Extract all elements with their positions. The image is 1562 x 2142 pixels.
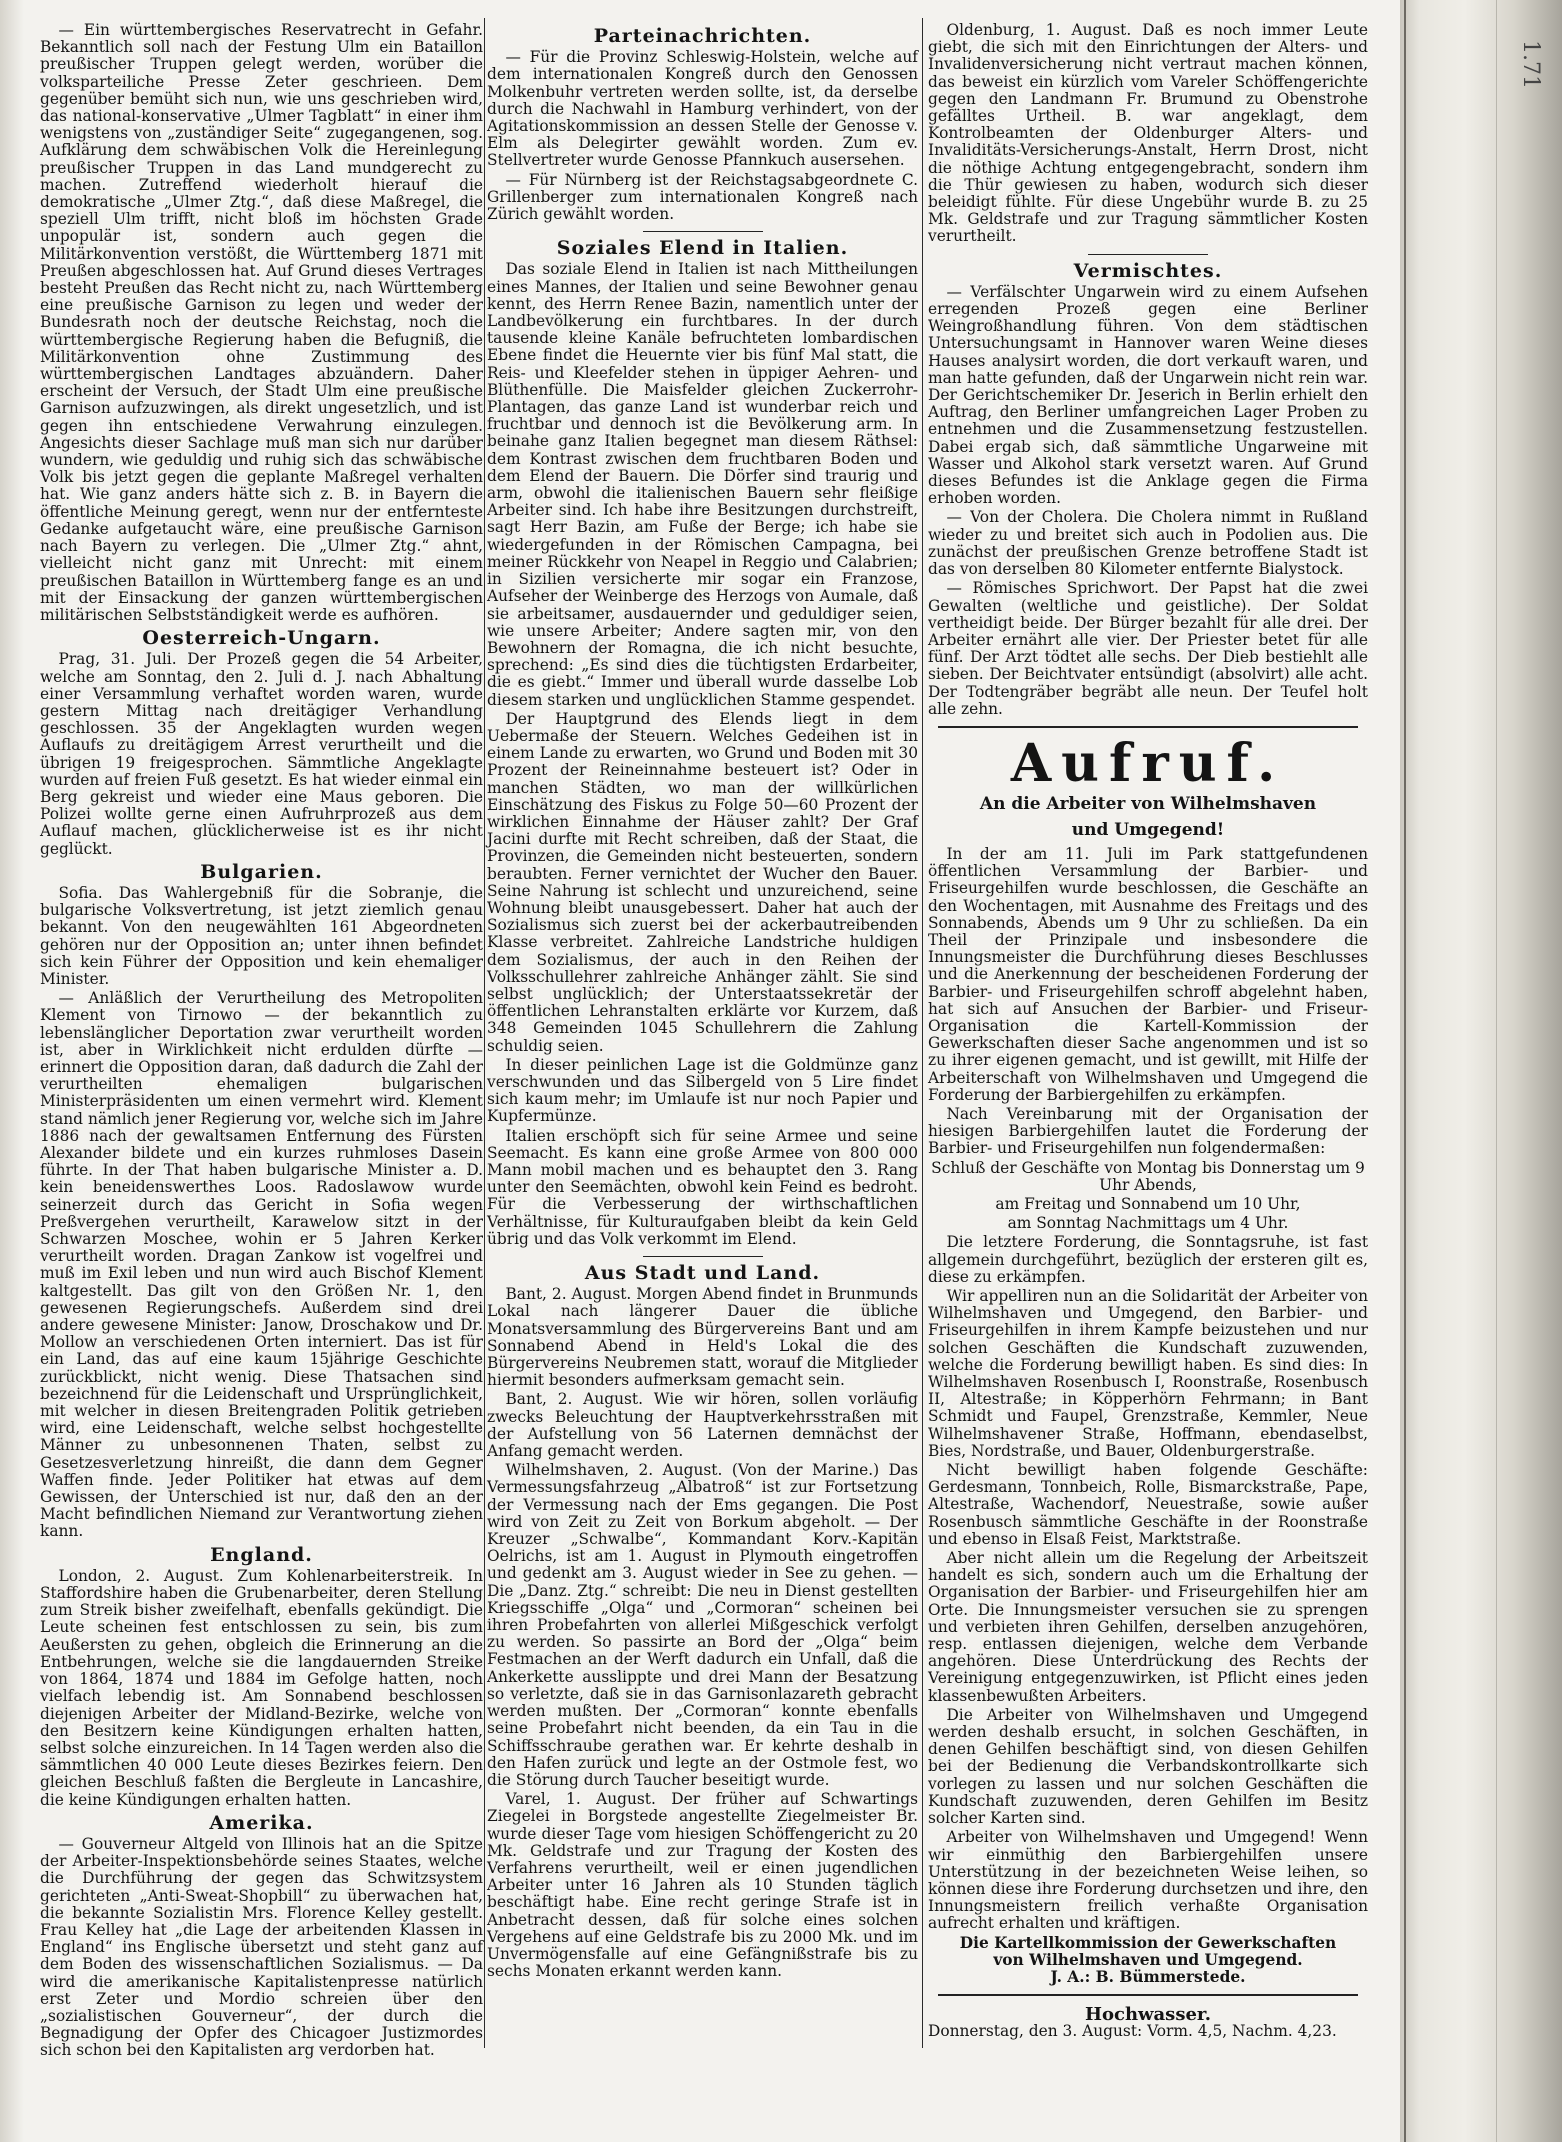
signature-line-3: J. A.: B. Bümmerstede. bbox=[1050, 1967, 1246, 1986]
column-rule-2 bbox=[922, 18, 923, 2048]
aufruf-para-3: Die letztere Forderung, die Sonntagsruhe, ist fast allgemein durchgeführt, bezüglich der ersteren gilt es, diese zu erkämpfen. bbox=[928, 1233, 1368, 1286]
separator-thick bbox=[938, 1994, 1358, 1996]
article-klement: — Anläßlich der Verurtheilung des Metropoliten Klement von Tirnowo — der bekanntlich zu lebenslänglicher Deportation zwar verurtheilt worden ist, aber in Wirklichkeit nicht erdulden dürfte — erinnert die Opposition daran, daß dadurch die Zahl der verurtheilten ehemaligen bulgarischen Ministerpräsidenten um einen vermehrt wird. Klement stand nämlich jener Regierung vor, welche sich im Jahre 1886 nach der gewaltsamen Entfernung des Fürsten Alexander bildete und ein kurzes ruhmloses Dasein führte. In der That haben bulgarische Minister a. D. kein beneidenswerthes Loos. Radoslawow wurde seinerzeit durch das Gericht in Sofia wegen Preßvergehen verurtheilt, Karawelow sitzt in der Schwarzen Moschee, wohin er 5 Jahren Kerker verurtheilt worden. Dragan Zankow ist vogelfrei und muß im Exil leben und nun wird auch Bischof Klement kaltgestellt. Das gilt von den Größen Nr. 1, den gewesenen Regierungschefs. Außerdem sind drei andere gewesene Minister: Janow, Droschakow und Dr. Mollow an verschiedenen Orten interniert. Das ist für ein Land, das auf eine kaum 15jährige Geschichte zurückblickt, nicht wenig. Diese Thatsachen sind bezeichnend für die Leidenschaft und Ursprünglichkeit, mit welcher in diesen Breitengraden Politik getrieben wird, eine Leidenschaft, welche selbst hochgestellte Männer zu unbesonnenen Thaten, selbst zu Gesetzesverletzung hinreißt, die dann dem Gegner Waffen finde. Jeder Politiker hat etwas auf dem Gewissen, der Unterschied ist nur, daß den an der Macht befindlichen Niemand zur Verantwortung ziehen kann. bbox=[40, 989, 483, 1541]
aufruf-hours-2: am Freitag und Sonnabend um 10 Uhr, bbox=[995, 1194, 1301, 1213]
signature-line-2: von Wilhelmshaven und Umgegend. bbox=[993, 1950, 1303, 1969]
separator-thick bbox=[938, 726, 1358, 728]
separator bbox=[1088, 254, 1208, 255]
heading-stadt-und-land: Aus Stadt und Land. bbox=[584, 1262, 821, 1285]
binding-crease bbox=[1496, 0, 1497, 2142]
aufruf-subtitle-1: An die Arbeiter von Wilhelmshaven bbox=[979, 793, 1317, 814]
separator bbox=[643, 231, 763, 232]
binding-edge bbox=[1404, 0, 1406, 2142]
aufruf-para-8: Arbeiter von Wilhelmshaven und Umgegend! Wenn wir einmüthig den Barbiergehilfen unsere Unterstützung in der bezeichneten Weise leihen, so können diese ihre Forderung durchsetzen und ihre, den Innungsmeistern freilich verhaßte Organisation aufrecht erhalten und kräftigen. bbox=[928, 1828, 1368, 1933]
article-bant-2: Bant, 2. August. Wie wir hören, sollen vorläufig zwecks Beleuchtung der Hauptverkehrsstraßen mit der Aufstellung von 56 Laternen demnächst der Anfang gemacht werden. bbox=[487, 1390, 918, 1461]
aufruf-title: Aufruf. bbox=[1010, 732, 1286, 794]
article-cholera: — Von der Cholera. Die Cholera nimmt in Rußland wieder zu und breitet sich auch in Podolien aus. Die zunächst der preußischen Grenze betroffene Stadt ist das von derselben 80 Kilometer entfernte Bialystock. bbox=[928, 508, 1368, 579]
hochwasser-times: Donnerstag, den 3. August: Vorm. 4,5, Nachm. 4,23. bbox=[928, 2022, 1337, 2041]
article-ungarwein: — Verfälschter Ungarwein wird zu einem Aufsehen erregenden Prozeß gegen eine Berliner Weingroßhandlung führen. Von dem städtischen Untersuchungsamt in Hannover waren Weine dieses Hauses analysirt worden, die dort verkauft waren, und man hatte gefunden, daß der Ungarwein nicht rein war. Der Gerichtschemiker Dr. Jeserich in Berlin erhielt den Auftrag, den Berliner umfangreichen Lager Proben zu entnehmen und die Zusammensetzung festzustellen. Dabei ergab sich, daß sämmtliche Ungarweine mit Wasser und Alkohol stark versetzt waren. Auf Grund dieses Befundes ist die Anklage gegen die Firma erhoben worden. bbox=[928, 282, 1368, 508]
aufruf-para-6: Aber nicht allein um die Regelung der Arbeitszeit handelt es sich, sondern auch um die Erhaltung der Organisation der Barbier- und Friseurgehilfen hier am Orte. Die Innungsmeister versuchen sie zu sprengen und verbieten ihren Gehilfen, derselben anzugehören, resp. entlassen diejenigen, welche dem Verbande angehören. Diese Unterdrückung des Rechts der Vereinigung entgegenzuwirken, ist Pflicht eines jeden klassenbewußten Arbeiters. bbox=[928, 1549, 1368, 1705]
article-bant-1: Bant, 2. August. Morgen Abend findet in Brunmunds Lokal nach längerer Dauer die übliche Monatsversammlung des Bürgervereins Bant und am Sonnabend Abend in Held's Lokal die des Bürgervereins Neubremen statt, worauf die Mitglieder hiermit besonders aufmerksam gemacht sein. bbox=[487, 1285, 918, 1390]
article-sprichwort: — Römisches Sprichwort. Der Papst hat die zwei Gewalten (weltliche und geistliche). Der Soldat vertheidigt beide. Der Bürger bezahlt für alle drei. Der Arbeiter ernährt alle vier. Der Priester betet für alle fünf. Der Arzt tödtet alle sechs. Der Dieb bestiehlt alle sieben. Der Beichtvater entsündigt (absolvirt) alle acht. Der Todtengräber begräbt alle neun. Der Teufel holt alle zehn. bbox=[928, 579, 1368, 718]
column-rule-1 bbox=[484, 18, 485, 2048]
article-italien-4: Italien erschöpft sich für seine Armee und seine Seemacht. Es kann eine große Armee von 800 000 Mann mobil machen und es behauptet den 3. Rang unter den Seemächten, obwohl kein Feind es bedroht. Für die Verbesserung der wirthschaftlichen Verhältnisse, für Kulturaufgaben bleibt da kein Geld übrig und das Volk verkommt im Elend. bbox=[487, 1126, 918, 1248]
article-italien-3: In dieser peinlichen Lage ist die Goldmünze ganz verschwunden und das Silbergeld von 5 Lire findet sich kaum mehr; im Umlaufe ist nur noch Papier und Kupfermünze. bbox=[487, 1055, 918, 1126]
column-2 bbox=[487, 22, 918, 1982]
article-oldenburg: Oldenburg, 1. August. Daß es noch immer Leute giebt, die sich mit den Einrichtungen der Alters- und Invalidenversicherung nicht vertraut machen können, das beweist ein kürzlich vom Vareler Schöffengerichte gegen den Landmann Fr. Brumund zu Obenstrohe gefälltes Urtheil. B. war angeklagt, dem Kontrolbeamten der Oldenburger Alters- und Invaliditäts-Versicherungs-Anstalt, Herrn Drost, nicht die nöthige Achtung entgegengebracht, sondern ihm die Thür gewiesen zu haben, wodurch sich dieser beleidigt fühlte. Für diese Ungebühr wurde B. zu 25 Mk. Geldstrafe und zur Tragung sämmtlicher Kosten verurtheilt. bbox=[928, 21, 1368, 246]
article-wilhelmshaven: Wilhelmshaven, 2. August. (Von der Marine.) Das Vermessungsfahrzeug „Albatroß“ ist zur Fortsetzung der Vermessung nach der Ems gegangen. Die Post wird von Zeit zu Zeit von Borkum abgeholt. — Der Kreuzer „Schwalbe“, Kommandant Korv.-Kapitän Oelrichs, ist am 1. August in Plymouth eingetroffen und gedenkt am 3. August wieder in See zu gehen. — Die „Danz. Ztg.“ schreibt: Die neu in Dienst gestellten Kriegsschiffe „Olga“ und „Cormoran“ scheinen bei ihren Probefahrten von allerlei Mißgeschick verfolgt zu werden. So passirte an Bord der „Olga“ beim Festmachen an der Werft dadurch ein Unfall, daß die Ankerkette ausslippte und drei Mann der Besatzung so verletzte, daß sie in das Garnisonlazareth gebracht werden mußten. Der „Cormoran“ konnte ebenfalls seine Probefahrt nicht beenden, da ein Tau in die Schiffsschraube gerathen war. Er kehrte deshalb in den Hafen zurück und legte an der Ostmole fest, wo die Störung durch Taucher beseitigt wurde. bbox=[487, 1461, 918, 1789]
aufruf-para-5: Nicht bewilligt haben folgende Geschäfte: Gerdesmann, Tonnbeich, Rolle, Bismarckstraße, Pape, Altestraße, Wachendorf, Neuestraße, sowie außer Rosenbusch sämmtliche Geschäfte in der Roonstraße und ebenso in Elsaß Feist, Marktstraße. bbox=[928, 1461, 1368, 1548]
aufruf-para-4: Wir appelliren nun an die Solidarität der Arbeiter von Wilhelmshaven und Umgegend, den Barbier- und Friseurgehilfen in ihrem Kampfe beizustehen und nur solchen Geschäften die Kundschaft zuzuwenden, welche die Forderung bewilligt haben. Es sind dies: In Wilhelmshaven Rosenbusch I, Roonstraße, Rosenbusch II, Altestraße; in Köpperhörn Fehrmann; in Bant Schmidt und Faupel, Grenzstraße, Kemmler, Neue Wilhelmshavener Straße, Hoffmann, ebendaselbst, Bies, Nordstraße, und Bauer, Oldenburgerstraße. bbox=[928, 1287, 1368, 1460]
page-left-edge bbox=[0, 0, 24, 2142]
separator bbox=[643, 1256, 763, 1257]
heading-oesterreich: Oesterreich-Ungarn. bbox=[142, 627, 381, 650]
article-italien-2: Der Hauptgrund des Elends liegt in dem Uebermaße der Steuern. Welches Gedeihen ist in einem Lande zu erwarten, wo Grund und Boden mit 30 Prozent der Reineinnahme besteuert ist? Oder in manchen Städten, wo man der willkürlichen Einschätzung des Fiskus zu Folge 50—60 Prozent der wirklichen Einnahme der Häuser zahlt? Der Graf Jacini durfte mit Recht schreiben, daß der Staat, die Provinzen, die Gemeinden nicht besteuerten, sondern beraubten. Ferner vernichtet der Wucher den Bauer. Seine Nahrung ist schlecht und unzureichend, seine Wohnung bleibt unausgebessert. Daher hat auch der Sozialismus sich zuerst bei der ackerbautreibenden Klasse verbreitet. Zahlreiche Landstriche huldigen dem Sozialismus, der auch in den Reihen der Volksschullehrer zahlreiche Anhänger zählt. Sie sind selbst unglücklich; der Unterstaatssekretär der öffentlichen Lehranstalten erklärte vor Kurzem, daß 348 Gemeinden 1045 Schullehrern die Zahlung schuldig seien. bbox=[487, 709, 918, 1055]
heading-bulgarien: Bulgarien. bbox=[200, 860, 323, 883]
article-altgeld: — Gouverneur Altgeld von Illinois hat an die Spitze der Arbeiter-Inspektionsbehörde seines Staates, welche die Durchführung der gegen das Schwitzsystem gerichteten „Anti-Sweat-Shopbill“ zu überwachen hat, die bekannte Sozialistin Mrs. Florence Kelley gestellt. Frau Kelley hat „die Lage der arbeitenden Klassen in England“ ins Englische übersetzt und steht ganz auf dem Boden des wissenschaftlichen Sozialismus. — Da wird die amerikanische Kapitalistenpresse natürlich erst Zeter und Mordio schreien über den „sozialistischen Gouverneur“, der durch die Begnadigung der Opfer des Chicagoer Justizmordes sich schon bei den Kapitalisten arg verdorben hat. bbox=[40, 1834, 483, 2060]
article-nuernberg: — Für Nürnberg ist der Reichstagsabgeordnete C. Grillenberger zum internationalen Kongreß nach Zürich gewählt worden. bbox=[487, 170, 918, 224]
heading-amerika: Amerika. bbox=[209, 1811, 314, 1834]
aufruf-hours-3: am Sonntag Nachmittags um 4 Uhr. bbox=[1007, 1214, 1289, 1233]
heading-england: England. bbox=[210, 1543, 313, 1566]
heading-parteinachrichten: Parteinachrichten. bbox=[593, 25, 812, 47]
binding-mark: 1.71 bbox=[1518, 40, 1543, 89]
article-reservatrecht: — Ein württembergisches Reservatrecht in Gefahr. Bekanntlich soll nach der Festung Ulm ein Bataillon preußischer Truppen gelegt werden, worüber die volksparteiliche Presse Zeter geschrieen. Dem gegenüber bemüht sich nun, wie uns geschrieben wird, das national-konservative „Ulmer Tagblatt“ in einer ihm wenigstens von „zuständiger Seite“ zugegangenen, sog. Aufklärung dem schwäbischen Volk die Hereinlegung preußischer Truppen in das Land mundgerecht zu machen. Zutreffend wiederholt hierauf die demokratische „Ulmer Ztg.“, daß diese Maßregel, die speziell Ulm trifft, nicht bloß im höchsten Grade unpopulär ist, sondern auch gegen die Militärkonvention verstößt, die Württemberg 1871 mit Preußen abgeschlossen hat. Auf Grund dieses Vertrages besteht Preußen das Recht nicht zu, nach Württemberg eine preußische Garnison zu legen und weder der Bundesrath noch der deutsche Reichstag, noch die württembergische Regierung haben die Befugniß, die Militärkonvention ohne Zustimmung des württembergischen Landtages abzuändern. Daher erscheint der Versuch, der Stadt Ulm eine preußische Garnison aufzuzwingen, als direkt ungesetzlich, und ist gegen ihn entschiedene Verwahrung einzulegen. Angesichts dieser Sachlage muß man sich nur darüber wundern, wie geduldig und ruhig sich das schwäbische Volk bis jetzt gegen die geplante Maßregel verhalten hat. Wie ganz anders hätte sich z. B. in Bayern die öffentliche Meinung geregt, wenn nur der entfernteste Gedanke aufgetaucht wäre, eine preußische Garnison nach Bayern zu verlegen. Die „Ulmer Ztg.“ ahnt, vielleicht nicht ganz mit Unrecht: mit einem preußischen Bataillon in Württemberg fange es an und mit der Einsackung der ganzen württembergischen militärischen Selbstständigkeit werde es aufhören. bbox=[40, 21, 483, 624]
heading-hochwasser: Hochwasser. bbox=[1084, 2004, 1212, 2026]
aufruf-hours-1: Schluß der Geschäfte von Montag bis Donnerstag um 9 Uhr Abends, bbox=[931, 1158, 1365, 1194]
aufruf-subtitle-2: und Umgegend! bbox=[1071, 819, 1225, 840]
aufruf-para-1: In der am 11. Juli im Park stattgefundenen öffentlichen Versammlung der Barbier- und Friseurgehilfen wurde beschlossen, die Geschäfte an den Wochentagen, mit Ausnahme des Freitags und des Sonnabends, Abends um 9 Uhr zu schließen. Da ein Theil der Prinzipale und insbesondere die Innungsmeister die Durchführung dieses Beschlusses und die Anerkennung der bescheidenen Forderung der Barbier- und Friseurgehilfen schroff abgelehnt haben, hat sich auf Ansuchen der Barbier- und Friseur-Organisation die Kartell-Kommission der Gewerkschaften dieser Sache angenommen und ist so zu ihrer eigenen gemacht, und ist gewillt, mit Hilfe der Arbeiterschaft von Wilhelmshaven und Umgegend die Forderung der Barbiergehilfen zu erkämpfen. bbox=[928, 844, 1368, 1104]
heading-soziales-elend: Soziales Elend in Italien. bbox=[556, 237, 849, 260]
heading-vermischtes: Vermischtes. bbox=[1073, 259, 1223, 282]
article-sofia: Sofia. Das Wahlergebniß für die Sobranje, die bulgarische Volksvertretung, ist jetzt ziemlich genau bekannt. Von den neugewählten 161 Abgeordneten gehören nur der Opposition an; unter ihnen befindet sich kein Führer der Opposition und kein ehemaliger Minister. bbox=[40, 883, 483, 988]
article-london: London, 2. August. Zum Kohlenarbeiterstreik. In Staffordshire haben die Grubenarbeiter, deren Stellung zum Streik bisher zweifelhaft, ebenfalls gekündigt. Die Leute scheinen fest entschlossen zu sein, bis zum Aeußersten zu gehen, obgleich die Erinnerung an die Entbehrungen, welche sie die langdauernden Streike von 1864, 1874 und 1884 im Gefolge hatten, noch vielfach lebendig ist. Am Sonnabend beschlossen diejenigen Arbeiter der Midland-Bezirke, welche von den Besitzern keine Kündigungen erhalten hatten, selbst solche einzureichen. In 14 Tagen werden also die sämmtlichen 40 000 Leute dieses Bezirkes feiern. Den gleichen Beschluß faßten die Bergleute in Lancashire, die keine Kündigungen erhalten hatten. bbox=[40, 1566, 483, 1809]
column-3 bbox=[928, 22, 1368, 2043]
article-prag: Prag, 31. Juli. Der Prozeß gegen die 54 Arbeiter, welche am Sonntag, den 2. Juli d. J. nach Abhaltung einer Versammlung verhaftet worden waren, wurde gestern Mittag nach dreitägiger Verhandlung geschlossen. 35 der Angeklagten wurden wegen Auflaufs zu dreitägigem Arrest verurtheilt und die übrigen 19 freigesprochen. Sämmtliche Angeklagte wurden auf freien Fuß gesetzt. Es hat wieder einmal ein Berg gekreist und wieder eine Maus geboren. Die Polizei wollte gerne einen Aufruhrprozeß aus dem Auflauf machen, glücklicherweise ist es ihr nicht geglückt. bbox=[40, 650, 483, 858]
article-varel: Varel, 1. August. Der früher auf Schwartings Ziegelei in Borgstede angestellte Ziegelmeister Br. wurde dieser Tage vom hiesigen Schöffengericht zu 20 Mk. Geldstrafe und zur Tragung der Kosten des Verfahrens verurtheilt, weil er einen jugendlichen Arbeiter unter 16 Jahren als 10 Stunden täglich beschäftigt habe. Eine recht geringe Strafe ist in Anbetracht dessen, daß für solche eines solchen Vergehens auf eine Geldstrafe bis zu 2000 Mk. und im Unvermögensfalle auf eine Gefängnißstrafe bis zu sechs Monaten erkannt werden kann. bbox=[487, 1790, 918, 1981]
aufruf-para-2: Nach Vereinbarung mit der Organisation der hiesigen Barbiergehilfen lautet die Forderung der Barbier- und Friseurgehilfen nun folgendermaßen: bbox=[928, 1104, 1368, 1158]
article-schleswig: — Für die Provinz Schleswig-Holstein, welche auf dem internationalen Kongreß durch den Genossen Molkenbuhr vertreten werden sollte, ist, da derselbe durch die Nachwahl in Hamburg verhindert, von der Agitationskommission an dessen Stelle der Genosse v. Elm als Delegirter gewählt worden. Zum ev. Stellvertreter wurde Genosse Pfannkuch ausersehen. bbox=[487, 48, 918, 170]
book-binding bbox=[1400, 0, 1562, 2142]
column-1 bbox=[40, 22, 483, 2062]
signature-line-1: Die Kartellkommission der Gewerkschaften bbox=[959, 1933, 1337, 1952]
article-italien-1: Das soziale Elend in Italien ist nach Mittheilungen eines Mannes, der Italien und seine Bewohner genau kennt, des Herrn Renee Bazin, namentlich unter der Landbevölkerung ein furchtbares. In der durch tausende kleine Kanäle befruchteten lombardischen Ebene findet die Heuernte vier bis fünf Mal statt, die Reis- und Kleefelder stehen in üppiger Aehren- und Blüthenfülle. Die Maisfelder gleichen Zuckerrohr-Plantagen, das ganze Land ist wunderbar reich und fruchtbar und dennoch ist die Bevölkerung arm. In beinahe ganz Italien begegnet man diesem Räthsel: dem Kontrast zwischen dem fruchtbaren Boden und dem Elend der Bauern. Die Dörfer sind traurig und arm, obwohl die italienischen Bauern sehr fleißige Arbeiter sind. Ich habe ihre Besitzungen durchstreift, sagt Herr Bazin, am Fuße der Berge; ich habe sie wiedergefunden in der Römischen Campagna, bei meiner Rückkehr von Neapel in Reggio und Calabrien; in Sizilien versicherte mir sogar ein Franzose, Aufseher der Weinberge des Herzogs von Aumale, daß sie arbeitsamer, ausdauernder und geduldiger seien, wie unsere Arbeiter; Andere sagten mir, von den Bewohnern der Romagna, die ich nicht besuchte, sprechend: „Es sind dies die tüchtigsten Erdarbeiter, die es giebt.“ Immer und überall wurde dasselbe Lob diesem starken und unglücklichen Stamme gespendet. bbox=[487, 260, 918, 709]
aufruf-para-7: Die Arbeiter von Wilhelmshaven und Umgegend werden deshalb ersucht, in solchen Geschäften, in denen Gehilfen beschäftigt sind, von diesen Gehilfen bei der Bedienung die Verbandskontrollkarte sich vorlegen zu lassen und nur solchen Geschäften die Kundschaft zuzuwenden, deren Gehilfen im Besitz solcher Karten sind. bbox=[928, 1705, 1368, 1828]
